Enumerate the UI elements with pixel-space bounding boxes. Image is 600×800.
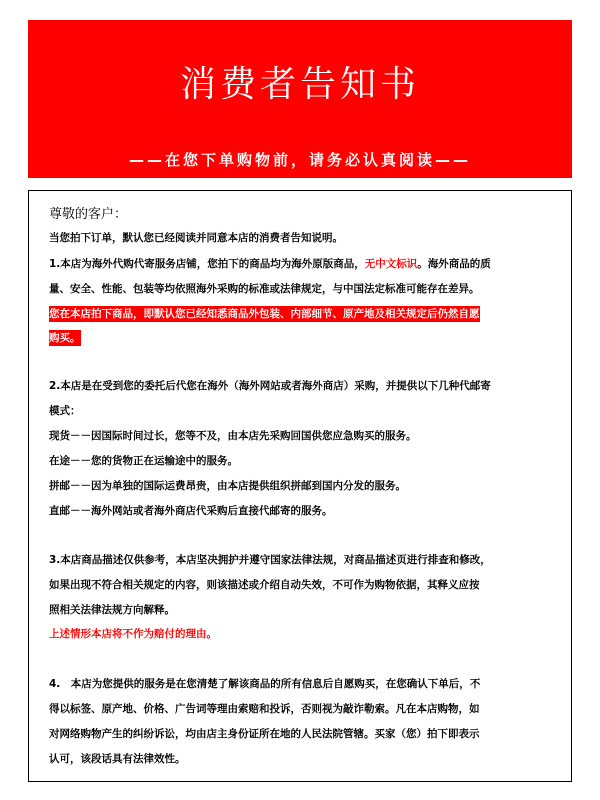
- greeting: 尊敬的客户：: [49, 207, 128, 222]
- section-3-line-2: 如果出现不符合相关规定的内容，则该描述或介绍自动失效，不可作为购物依据，其释义应按: [49, 579, 480, 591]
- section-1-highlight-line-1: [49, 307, 480, 322]
- section-3-line-1: 3.本店商品描述仅供参考，本店坚决拥护并遵守国家法律法规，对商品描述页进行排查和修改，: [49, 554, 491, 566]
- section-4-line-3: 对网络购物产生的纠纷诉讼，均由店主身份证所在地的人民法院管辖。买家（您）拍下即表示: [49, 728, 480, 740]
- page-title: 消费者告知书: [179, 64, 420, 105]
- mode-spot: 现货－－因国际时间过长，您等不及，由本店先采购回国供您应急购买的服务。: [49, 430, 417, 442]
- section-3-red-text: 上述情形本店将不作为赔付的理由。: [49, 628, 217, 640]
- section-1-line-1: [49, 257, 491, 272]
- page-subtitle: ——在您下单购物前，请务必认真阅读——: [128, 151, 471, 169]
- section-2-line-2: 模式：: [49, 405, 81, 417]
- section-1-line-1-post: 。海外商品的质: [417, 258, 491, 270]
- mode-group-mail: 拼邮－－因为单独的国际运费昂贵，由本店提供组织拼邮到国内分发的服务。: [49, 480, 406, 492]
- section-1-line-2: 量、安全、性能、包装等均依照海外采购的标准或法律规定，与中国法定标准可能存在差异。: [49, 283, 480, 295]
- section-1-highlight-1: 您在本店拍下商品，即默认您已经知悉商品外包装、内部细节、原产地及相关规定后仍然自愿: [49, 308, 480, 320]
- section-4-line-2: 得以标签、原产地、价格、广告词等理由索赔和投诉，否则视为敲诈勒索。凡在本店购物，如: [49, 703, 480, 715]
- section-2-line-1: 2.本店是在受到您的委托后代您在海外（海外网站或者海外商店）采购，并提供以下几种代邮寄: [49, 380, 491, 392]
- intro-text: 当您拍下订单，默认您已经阅读并同意本店的消费者告知说明。: [49, 232, 343, 244]
- mode-in-transit: 在途－－您的货物正在运输途中的服务。: [49, 455, 238, 467]
- section-1-highlight-line-2: [49, 331, 81, 346]
- section-4-line-1: 4. 本店为您提供的服务是在您清楚了解该商品的所有信息后自愿购买，在您确认下单后，不: [49, 678, 481, 690]
- mode-direct-mail: 直邮－－海外网站或者海外商店代采购后直接代邮寄的服务。: [49, 505, 333, 517]
- section-3-line-3: 照相关法律法规方向解释。: [49, 604, 175, 616]
- section-1-line-1-pre: 1.本店为海外代购代寄服务店铺，您拍下的商品均为海外原版商品，: [49, 258, 365, 270]
- header-banner: [28, 20, 572, 178]
- section-1-highlight-2: 购买。: [49, 332, 81, 344]
- section-1-red-text: 无中文标识: [364, 258, 418, 270]
- section-4-line-4: 认可，该段话具有法律效性。: [49, 753, 186, 765]
- notice-box: [28, 190, 572, 782]
